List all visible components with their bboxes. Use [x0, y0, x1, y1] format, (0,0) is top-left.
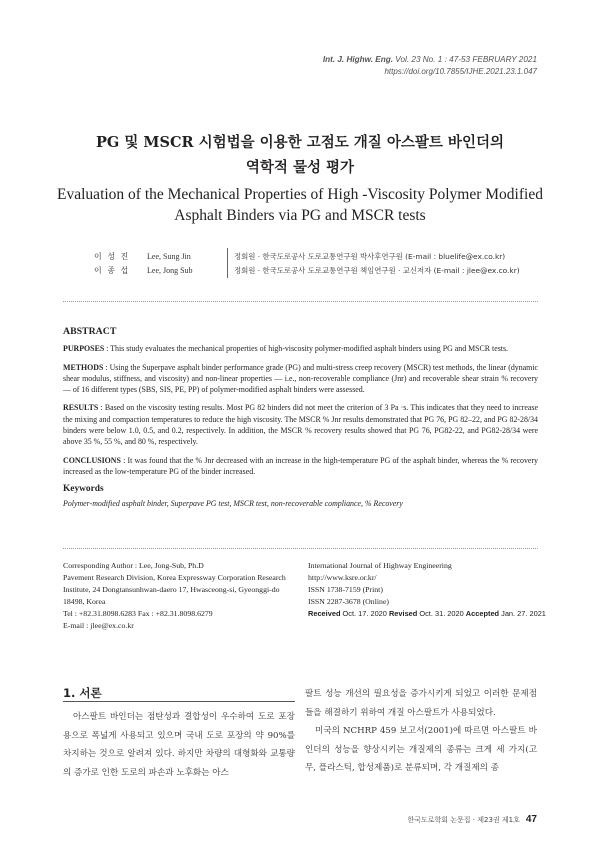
bottom-dotted-divider — [63, 548, 538, 549]
english-title-line1: Evaluation of the Mechanical Properties of High -Viscosity Polymer Modified — [57, 186, 543, 203]
author-separator — [227, 248, 228, 278]
abstract-heading: ABSTRACT — [63, 326, 117, 337]
corr-author: Corresponding Author : Lee, Jong-Sub, Ph.D — [63, 561, 204, 570]
footer-journal-issue: 한국도로학회 논문집 · 제23권 제1호 — [407, 816, 520, 824]
intro-left-column: 아스팔트 바인더는 점탄성과 결합성이 우수하여 도로 포장용으로 폭넓게 사용되고 있으며 국내 도로 포장의 약 90%를 차지하는 것으로 알려져 있다. 하지만 차량의 대형화와 교통량의 증가로 인한 도로의 파손과 노후화는 아스 — [63, 712, 295, 778]
top-dotted-divider — [63, 301, 538, 302]
abstract-conclusions — [63, 455, 538, 478]
corr-address-1: Pavement Research Division, Korea Expressway Corporation Research — [63, 573, 286, 582]
doi-link[interactable]: https://doi.org/10.7855/IJHE.2021.23.1.047 — [384, 67, 537, 76]
corr-phone-fax: Tel : +82.31.8098.6283 Fax : +82.31.8098.6279 — [63, 609, 213, 618]
keywords-text: Polymer-modified asphalt binder, Superpave PG test, MSCR test, non-recoverable compliance, % Recovery — [63, 498, 403, 508]
revised-date: Oct. 31. 2020 — [417, 609, 466, 618]
conclusions-text: : It was found that the % Jnr decreased with an increase in the high-temperature PG of the asphalt binder, whereas the % recovery increased as the low-temperature PG of the binder increased. — [63, 455, 538, 476]
corr-address-3: 18498, Korea — [63, 597, 106, 606]
pub-issn-online: ISSN 2287-3678 (Online) — [308, 597, 389, 606]
author-2-affiliation: 정회원 · 한국도로공사 도로교통연구원 책임연구원 · 교신저자 (E-mail : jlee@ex.co.kr) — [234, 266, 520, 275]
pub-issn-print: ISSN 1738-7159 (Print) — [308, 585, 383, 594]
intro-right-para-1: 팔트 성능 개선의 필요성을 증가시키게 되었고 이러한 문제점들을 해결하기 위하여 개질 아스팔트가 사용되었다. — [305, 689, 537, 718]
journal-header — [323, 54, 537, 78]
author-2-name-ko: 이 종 섭 — [94, 266, 130, 275]
keywords-heading: Keywords — [63, 484, 104, 495]
pub-dates — [308, 608, 548, 620]
volume-info: Vol. 23 No. 1 : 47-53 FEBRUARY 2021 — [393, 55, 537, 64]
section-title-rule — [63, 701, 295, 702]
received-date: Oct. 17. 2020 — [340, 609, 389, 618]
methods-label: METHODS — [63, 362, 104, 372]
corr-address-2: Institute, 24 Dongtansunhwan-daero 17, Hwasceong-si, Gyeonggi-do — [63, 585, 280, 594]
results-label: RESULTS — [63, 403, 99, 413]
author-block — [0, 250, 600, 280]
pub-journal: International Journal of Highway Engineering — [308, 561, 452, 570]
pub-url[interactable]: http://www.ksre.or.kr/ — [308, 573, 377, 582]
abstract-methods — [63, 362, 538, 396]
abstract-purposes — [63, 343, 538, 354]
received-label: Received — [308, 609, 341, 618]
accepted-date: Jan. 27. 2021 — [499, 609, 546, 618]
intro-right-para-2: 미국의 NCHRP 459 보고서(2001)에 따르면 아스팔트 바인더의 성능을 향상시키는 개질제의 종류는 크게 세 가지(고무, 플라스틱, 합성제품)로 분류되며, 각 개질제의 종 — [305, 726, 537, 773]
accepted-label: Accepted — [465, 609, 500, 618]
page-footer — [407, 814, 537, 825]
korean-title — [0, 130, 600, 180]
section-title-intro: 1. 서론 — [63, 686, 102, 700]
results-text: : Based on the viscosity testing results. Most PG 82 binders did not meet the criterion of 3 Pa ·s. This indicates that they need to increase the mixing and compaction temperatures to reduce the high viscosity. The MSCR % Jnr results demonstrated that PG 76, PG 82–22, and PG 82-28/34 binders were below 1.0, 0.5, and 0.2, respectively. In addition, the MSCR % recovery results showed that PG 76, PG82-22, and PG82-28/34 were above 35 %, 55 %, and 80 %, respectively. — [63, 403, 538, 447]
purposes-label: PURPOSES — [63, 344, 105, 354]
korean-title-line2: 역학적 물성 평가 — [245, 159, 355, 176]
abstract-results — [63, 402, 538, 447]
author-1-name-en: Lee, Sung Jin — [147, 252, 191, 261]
corr-email[interactable]: E-mail : jlee@ex.co.kr — [63, 621, 134, 630]
english-title-line2: Asphalt Binders via PG and MSCR tests — [174, 207, 426, 224]
correspondence-block — [63, 560, 303, 632]
page-number: 47 — [525, 814, 537, 825]
author-2-name-en: Lee, Jong Sub — [147, 266, 193, 275]
author-1-affiliation: 정회원 · 한국도로공사 도로교통연구원 박사후연구원 (E-mail : bluelife@ex.co.kr) — [234, 252, 506, 261]
korean-title-line1: PG 및 MSCR 시험법을 이용한 고점도 개질 아스팔트 바인더의 — [96, 134, 504, 151]
purposes-text: : This study evaluates the mechanical properties of high-viscosity polymer-modified asphalt binders using PG and MSCR tests. — [104, 344, 509, 354]
english-title — [0, 184, 600, 226]
conclusions-label: CONCLUSIONS — [63, 455, 121, 465]
author-1-name-ko: 이 성 진 — [94, 252, 130, 261]
intro-right-column — [305, 685, 537, 778]
journal-name: Int. J. Highw. Eng. — [322, 55, 394, 64]
methods-text: : Using the Superpave asphalt binder performance grade (PG) and multi-stress creep recovery (MSCR) test methods, the linear (dynamic shear modulus, stiffness, and viscosity) and non-linear properties — i.e., non-recoverable compliance (Jnr) and recoverable shear strain % recovery — of 16 different types (SBS, SIS, PE, PP) of polymer-modified asphalt binders were assessed. — [63, 362, 538, 395]
publication-info — [308, 560, 548, 620]
abstract-section — [63, 326, 538, 509]
revised-label: Revised — [388, 609, 418, 618]
